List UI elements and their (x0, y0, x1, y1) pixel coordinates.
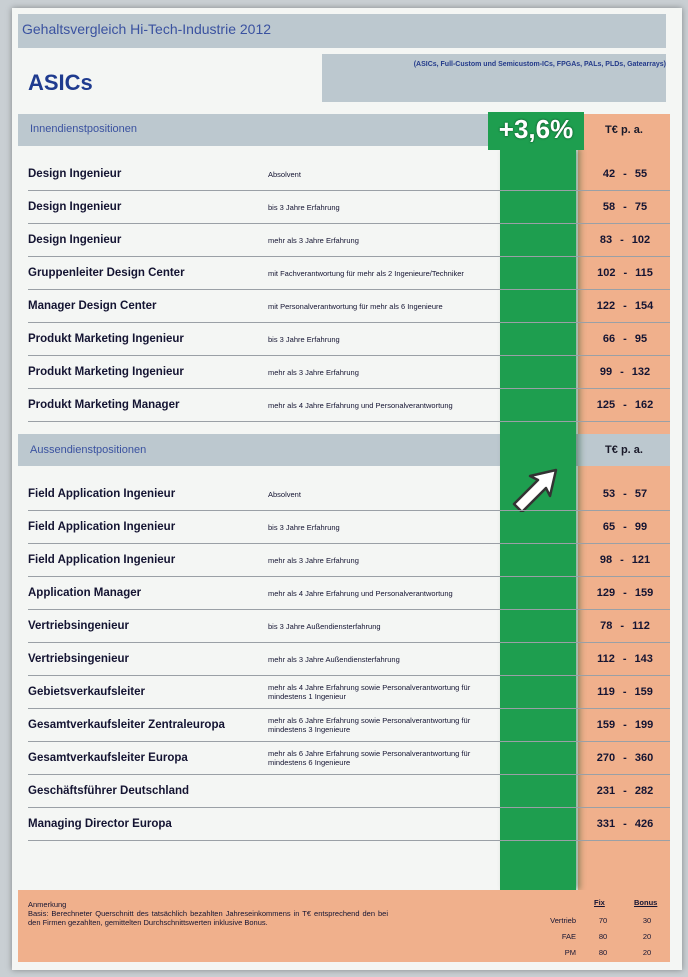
salary-range (584, 676, 666, 708)
section-title-inside: Innendienstpositionen (30, 123, 138, 135)
salary-max: 360 (634, 752, 654, 764)
requirement-text: bis 3 Jahre Erfahrung (268, 202, 340, 212)
table-row (28, 224, 670, 257)
position-title: Gruppenleiter Design Center (28, 267, 185, 279)
range-separator: - (620, 234, 624, 246)
range-separator: - (623, 168, 627, 180)
range-separator: - (623, 267, 628, 279)
requirement (268, 742, 498, 774)
section-title-outside: Aussendienstpositionen (30, 444, 147, 456)
requirement-text: mehr als 3 Jahre Erfahrung (268, 555, 359, 565)
position-title: Field Application Ingenieur (28, 488, 176, 500)
salary-max: 57 (634, 488, 648, 500)
salary-range (584, 709, 666, 741)
requirement (268, 775, 498, 807)
requirement (268, 323, 498, 355)
table-row (28, 511, 670, 544)
table-row (28, 257, 670, 290)
salary-min: 102 (597, 267, 616, 279)
requirement (268, 224, 498, 256)
requirement (268, 158, 498, 190)
salary-min: 331 (596, 818, 616, 830)
salary-max: 75 (634, 201, 648, 213)
requirement-text: bis 3 Jahre Außendiensterfahrung (268, 621, 381, 631)
salary-min: 129 (596, 587, 616, 599)
range-separator: - (623, 818, 627, 830)
salary-range (584, 290, 666, 322)
table-row (28, 158, 670, 191)
range-separator: - (623, 201, 627, 213)
unit-label-outside: T€ p. a. (605, 444, 643, 456)
table-row (28, 478, 670, 511)
bonus-table-header-fix: Fix (594, 898, 605, 907)
bonus-table-header-bonus: Bonus (634, 898, 658, 907)
salary-max: 162 (634, 399, 654, 411)
range-separator: - (623, 719, 627, 731)
position-title: Field Application Ingenieur (28, 554, 176, 566)
bonus-row-label: FAE (561, 932, 576, 941)
salary-min: 270 (596, 752, 616, 764)
salary-range (584, 742, 666, 774)
range-separator: - (623, 488, 627, 500)
table-row (28, 389, 670, 422)
salary-range (584, 191, 666, 223)
range-separator: - (623, 785, 627, 797)
salary-min: 119 (597, 686, 615, 698)
salary-min: 58 (602, 201, 616, 213)
bonus-row-fix: 70 (598, 916, 608, 925)
requirement-text: mehr als 6 Jahre Erfahrung sowie Personalverantwortung für mindestens 6 Ingenieure (268, 749, 471, 767)
requirement (268, 676, 498, 708)
requirement (268, 191, 498, 223)
position-title: Produkt Marketing Ingenieur (28, 333, 184, 345)
salary-range (584, 323, 666, 355)
table-row (28, 191, 670, 224)
position-title: Design Ingenieur (28, 234, 122, 246)
position-title: Vertriebsingenieur (28, 620, 129, 632)
salary-range (584, 356, 666, 388)
table-row (28, 775, 670, 808)
range-separator: - (623, 521, 627, 533)
heading: ASICs (28, 70, 93, 95)
salary-range (584, 775, 666, 807)
unit-label-inside: T€ p. a. (605, 124, 643, 136)
requirement-text: mehr als 4 Jahre Erfahrung und Personalverantwortung (268, 400, 453, 410)
subtitle: (ASICs, Full-Custom und Semicustom-ICs, FPGAs, PALs, PLDs, Gatearrays) (413, 61, 666, 68)
table-row (28, 323, 670, 356)
requirement-text: mit Fachverantwortung für mehr als 2 Ingenieure/Techniker (268, 268, 464, 278)
salary-max: 199 (634, 719, 654, 731)
range-separator: - (622, 686, 627, 698)
table-row (28, 808, 670, 841)
position-title: Manager Design Center (28, 300, 157, 312)
requirement-text: bis 3 Jahre Erfahrung (268, 334, 340, 344)
salary-max: 55 (634, 168, 648, 180)
salary-max: 159 (634, 587, 654, 599)
page-title: Gehaltsvergleich Hi-Tech-Industrie 2012 (22, 21, 272, 37)
requirement (268, 511, 498, 543)
footnote-label: Anmerkung (28, 900, 67, 909)
salary-max: 112 (632, 620, 650, 632)
position-title: Geschäftsführer Deutschland (28, 785, 190, 797)
table-row (28, 577, 670, 610)
salary-min: 66 (602, 333, 616, 345)
position-title: Produkt Marketing Manager (28, 399, 180, 411)
salary-max: 95 (634, 333, 648, 345)
position-title: Gesamtverkaufsleiter Zentraleuropa (28, 719, 225, 731)
salary-range (584, 257, 666, 289)
table-row (28, 709, 670, 742)
requirement (268, 290, 498, 322)
salary-min: 53 (602, 488, 616, 500)
range-separator: - (620, 554, 624, 566)
table-row (28, 610, 670, 643)
requirement-text: mehr als 4 Jahre Erfahrung und Personalverantwortung (268, 588, 453, 598)
table-row (28, 290, 670, 323)
range-separator: - (623, 399, 627, 411)
requirement-text: mehr als 3 Jahre Erfahrung (268, 367, 359, 377)
bonus-row-fix: 80 (598, 932, 608, 941)
requirement-text: mehr als 4 Jahre Erfahrung sowie Personalverantwortung für mindestens 1 Ingenieur (268, 683, 471, 701)
range-separator: - (623, 300, 627, 312)
position-title: Gebietsverkaufsleiter (28, 686, 145, 698)
bonus-row-bonus: 20 (642, 932, 652, 941)
range-separator: - (623, 752, 627, 764)
position-title: Managing Director Europa (28, 818, 172, 830)
salary-max: 121 (631, 554, 651, 566)
position-title: Design Ingenieur (28, 201, 122, 213)
range-separator: - (622, 653, 627, 665)
salary-range (584, 610, 666, 642)
requirement (268, 610, 498, 642)
salary-range (584, 544, 666, 576)
requirement (268, 544, 498, 576)
position-title: Produkt Marketing Ingenieur (28, 366, 184, 378)
table-row (28, 742, 670, 775)
requirement-text: Absolvent (268, 489, 301, 499)
requirement (268, 389, 498, 421)
salary-min: 98 (599, 554, 613, 566)
requirement-text: Absolvent (268, 169, 301, 179)
salary-max: 154 (634, 300, 654, 312)
salary-range (584, 158, 666, 190)
requirement (268, 577, 498, 609)
salary-range (584, 511, 666, 543)
table-row (28, 676, 670, 709)
salary-range (584, 808, 666, 840)
salary-max: 99 (634, 521, 648, 533)
salary-min: 112 (597, 653, 615, 665)
salary-min: 83 (599, 234, 613, 246)
salary-range (584, 224, 666, 256)
requirement-text: mit Personalverantwortung für mehr als 6 Ingenieure (268, 301, 443, 311)
salary-range (584, 577, 666, 609)
range-separator: - (623, 587, 627, 599)
range-separator: - (620, 366, 624, 378)
salary-range (584, 478, 666, 510)
requirement (268, 257, 498, 289)
requirement-text: bis 3 Jahre Erfahrung (268, 522, 340, 532)
bonus-row-label: Vertrieb (550, 916, 576, 925)
salary-min: 65 (602, 521, 616, 533)
salary-min: 99 (599, 366, 613, 378)
requirement (268, 643, 498, 675)
position-title: Vertriebsingenieur (28, 653, 129, 665)
position-title: Design Ingenieur (28, 168, 122, 180)
salary-max: 132 (631, 366, 651, 378)
salary-range (584, 389, 666, 421)
salary-max: 143 (634, 653, 653, 665)
table-row (28, 643, 670, 676)
footnote (28, 900, 388, 927)
requirement-text: mehr als 3 Jahre Erfahrung (268, 235, 359, 245)
requirement-text: mehr als 6 Jahre Erfahrung sowie Personalverantwortung für mindestens 3 Ingenieure (268, 716, 471, 734)
salary-max: 282 (634, 785, 654, 797)
bonus-row-bonus: 30 (642, 916, 652, 925)
salary-min: 125 (596, 399, 616, 411)
bonus-row-bonus: 20 (642, 948, 652, 957)
table-row (28, 356, 670, 389)
table-row (28, 544, 670, 577)
position-title: Gesamtverkaufsleiter Europa (28, 752, 188, 764)
salary-min: 122 (596, 300, 616, 312)
range-separator: - (620, 620, 625, 632)
salary-min: 231 (596, 785, 616, 797)
requirement (268, 356, 498, 388)
salary-max: 159 (634, 686, 653, 698)
position-title: Field Application Ingenieur (28, 521, 176, 533)
salary-max: 115 (635, 267, 653, 279)
footnote-text: Basis: Berechneter Querschnitt des tatsächlich bezahlten Jahreseinkommens in T€ entsprechend den bei den Firmen gezahlten, gemittelten Durchschnittswerten inklusive Bonus. (28, 909, 388, 927)
salary-min: 42 (602, 168, 616, 180)
growth-percent: +3,6% (498, 114, 574, 144)
bonus-row-label: PM (564, 948, 576, 957)
salary-min: 78 (600, 620, 613, 632)
bonus-row-fix: 80 (598, 948, 608, 957)
salary-max: 102 (631, 234, 651, 246)
requirement (268, 808, 498, 840)
position-title: Application Manager (28, 587, 142, 599)
requirement (268, 709, 498, 741)
salary-range (584, 643, 666, 675)
requirement (268, 478, 498, 510)
salary-max: 426 (634, 818, 654, 830)
range-separator: - (623, 333, 627, 345)
salary-min: 159 (596, 719, 616, 731)
requirement-text: mehr als 3 Jahre Außendiensterfahrung (268, 654, 400, 664)
